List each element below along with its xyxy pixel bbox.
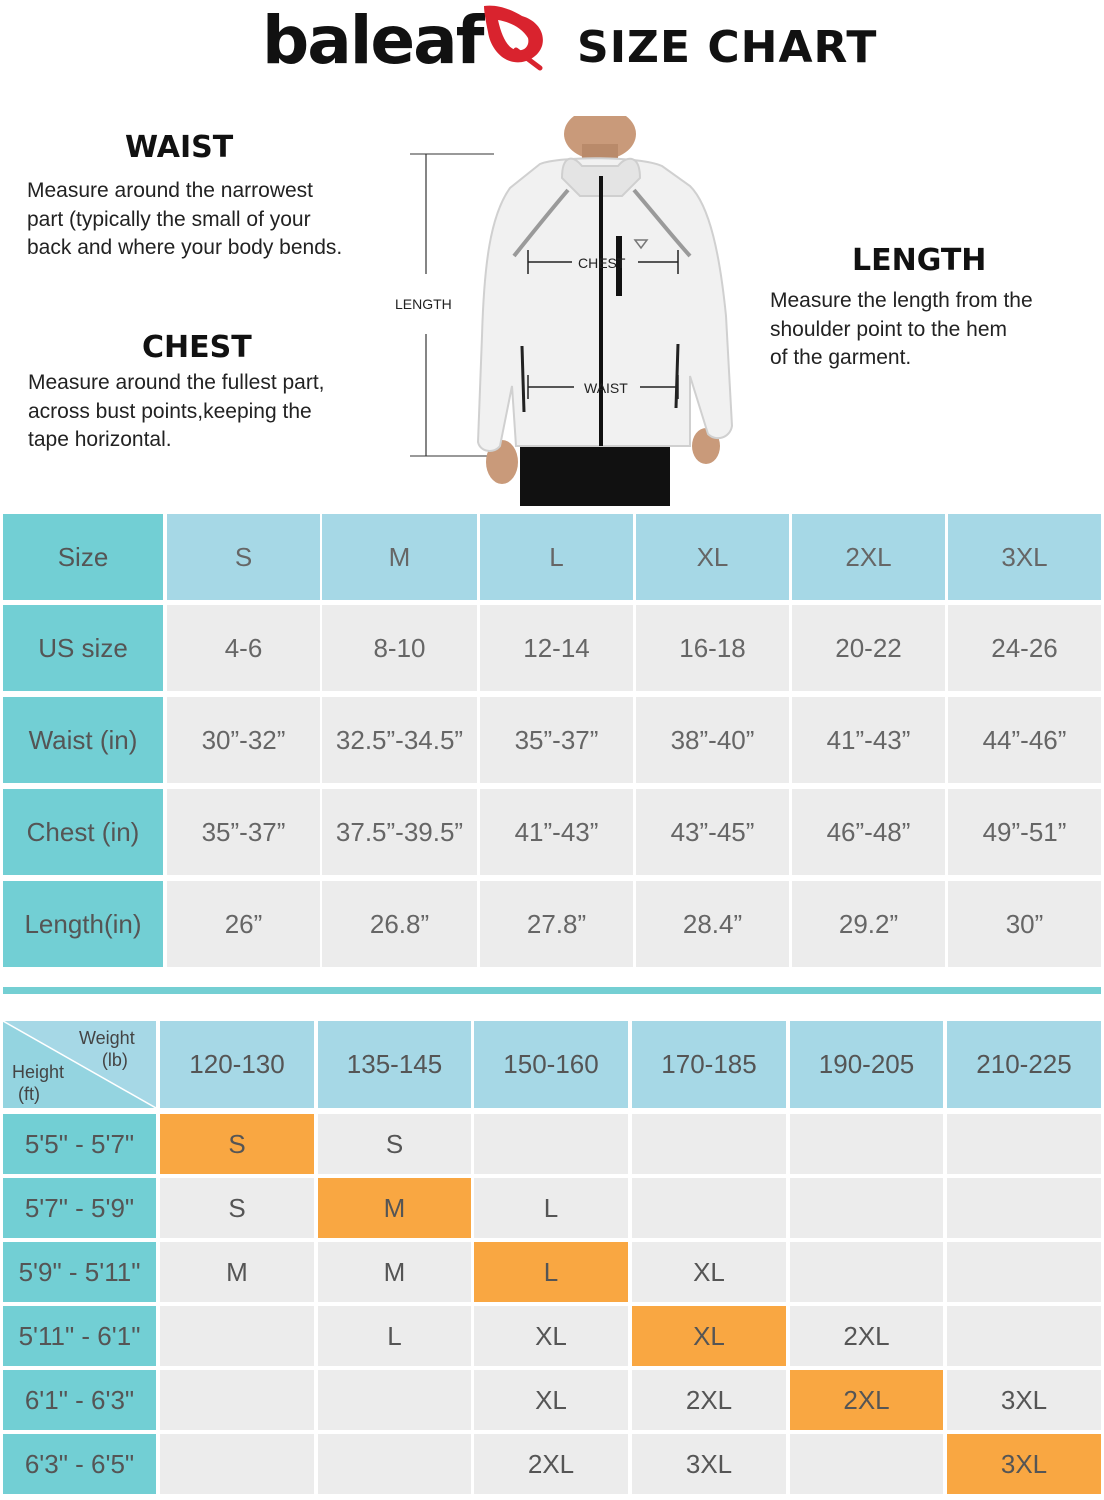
size-cell <box>947 1306 1101 1366</box>
size-cell: 2XL <box>474 1434 628 1494</box>
size-cell: XL <box>474 1370 628 1430</box>
measurement-cell: 4-6 <box>167 605 320 691</box>
measurement-cell: 37.5”-39.5” <box>322 789 477 875</box>
size-cell <box>790 1242 943 1302</box>
size-cell: L <box>474 1178 628 1238</box>
chest-title: CHEST <box>142 330 252 365</box>
measurement-row-label: US size <box>3 605 163 691</box>
weight-column-header: 210-225 <box>947 1021 1101 1108</box>
size-cell: M <box>318 1242 471 1302</box>
measurement-cell: 38”-40” <box>636 697 789 783</box>
size-cell: 3XL <box>947 1370 1101 1430</box>
table-corner-header <box>3 1021 156 1108</box>
height-axis-label: Height (ft) <box>12 1062 65 1104</box>
recommended-size-cell: XL <box>632 1306 786 1366</box>
weight-column-header: 135-145 <box>318 1021 471 1108</box>
brand-name: baleaf <box>262 2 483 79</box>
page-title: SIZE CHART <box>577 22 878 73</box>
measurement-row-label: Length(in) <box>3 881 163 967</box>
size-cell <box>160 1306 314 1366</box>
size-cell <box>947 1242 1101 1302</box>
measurement-cell: 20-22 <box>792 605 945 691</box>
size-column-header: L <box>480 514 633 600</box>
recommended-size-cell: 3XL <box>947 1434 1101 1494</box>
weight-column-header: 150-160 <box>474 1021 628 1108</box>
size-column-header: XL <box>636 514 789 600</box>
weight-axis-label: Weight (lb) <box>79 1028 135 1070</box>
leaf-logo-icon <box>478 2 550 72</box>
measurement-cell: 28.4” <box>636 881 789 967</box>
weight-column-header: 170-185 <box>632 1021 786 1108</box>
size-column-header: M <box>322 514 477 600</box>
measurement-cell: 27.8” <box>480 881 633 967</box>
size-cell <box>160 1370 314 1430</box>
measurement-cell: 35”-37” <box>480 697 633 783</box>
measurement-cell: 12-14 <box>480 605 633 691</box>
measurement-cell: 43”-45” <box>636 789 789 875</box>
waist-description: Measure around the narrowest part (typically the small of your back and where your body bends. <box>27 179 343 259</box>
length-dimension-label: LENGTH <box>395 296 452 312</box>
measurement-cell: 32.5”-34.5” <box>322 697 477 783</box>
measurement-cell: 41”-43” <box>792 697 945 783</box>
measurement-cell: 26.8” <box>322 881 477 967</box>
size-cell: M <box>160 1242 314 1302</box>
weight-column-header: 120-130 <box>160 1021 314 1108</box>
size-cell <box>790 1178 943 1238</box>
weight-column-header: 190-205 <box>790 1021 943 1108</box>
measurement-cell: 46”-48” <box>792 789 945 875</box>
size-cell: XL <box>632 1242 786 1302</box>
size-cell <box>318 1434 471 1494</box>
size-column-header: S <box>167 514 320 600</box>
length-description: Measure the length from the shoulder point to the hem of the garment. <box>770 289 1033 369</box>
size-cell <box>318 1370 471 1430</box>
size-cell <box>790 1434 943 1494</box>
size-cell: XL <box>474 1306 628 1366</box>
recommended-size-cell: 2XL <box>790 1370 943 1430</box>
size-header-label: Size <box>3 514 163 600</box>
recommended-size-cell: M <box>318 1178 471 1238</box>
measurement-cell: 30”-32” <box>167 697 320 783</box>
measurement-cell: 30” <box>948 881 1101 967</box>
measurement-row-label: Chest (in) <box>3 789 163 875</box>
size-cell: S <box>160 1178 314 1238</box>
measurement-cell: 35”-37” <box>167 789 320 875</box>
measurement-cell: 16-18 <box>636 605 789 691</box>
chest-dimension-label: CHEST <box>578 255 626 271</box>
measurement-cell: 29.2” <box>792 881 945 967</box>
height-row-label: 5'11" - 6'1" <box>3 1306 156 1366</box>
size-cell <box>632 1178 786 1238</box>
height-row-label: 5'5" - 5'7" <box>3 1114 156 1174</box>
size-column-header: 3XL <box>948 514 1101 600</box>
size-cell <box>160 1434 314 1494</box>
recommended-size-cell: S <box>160 1114 314 1174</box>
size-cell: 2XL <box>790 1306 943 1366</box>
size-cell: 3XL <box>632 1434 786 1494</box>
measurement-cell: 8-10 <box>322 605 477 691</box>
size-cell <box>947 1178 1101 1238</box>
size-measurement-table <box>3 514 1101 968</box>
size-cell: 2XL <box>632 1370 786 1430</box>
header <box>0 0 1104 100</box>
size-column-header: 2XL <box>792 514 945 600</box>
chest-description: Measure around the fullest part, across bust points,keeping the tape horizontal. <box>28 371 325 451</box>
height-row-label: 6'3" - 6'5" <box>3 1434 156 1494</box>
length-title: LENGTH <box>852 243 987 278</box>
waist-title: WAIST <box>125 130 234 165</box>
height-row-label: 6'1" - 6'3" <box>3 1370 156 1430</box>
measurement-cell: 49”-51” <box>948 789 1101 875</box>
size-cell <box>947 1114 1101 1174</box>
size-cell: S <box>318 1114 471 1174</box>
jacket-figure <box>390 116 750 506</box>
measurement-row-label: Waist (in) <box>3 697 163 783</box>
size-cell <box>632 1114 786 1174</box>
recommended-size-cell: L <box>474 1242 628 1302</box>
size-cell <box>790 1114 943 1174</box>
measurement-cell: 26” <box>167 881 320 967</box>
size-cell <box>474 1114 628 1174</box>
waist-dimension-label: WAIST <box>584 380 628 396</box>
height-row-label: 5'7" - 5'9" <box>3 1178 156 1238</box>
height-row-label: 5'9" - 5'11" <box>3 1242 156 1302</box>
measurement-cell: 41”-43” <box>480 789 633 875</box>
size-cell: L <box>318 1306 471 1366</box>
measurement-cell: 44”-46” <box>948 697 1101 783</box>
measurement-cell: 24-26 <box>948 605 1101 691</box>
section-divider <box>3 987 1101 994</box>
